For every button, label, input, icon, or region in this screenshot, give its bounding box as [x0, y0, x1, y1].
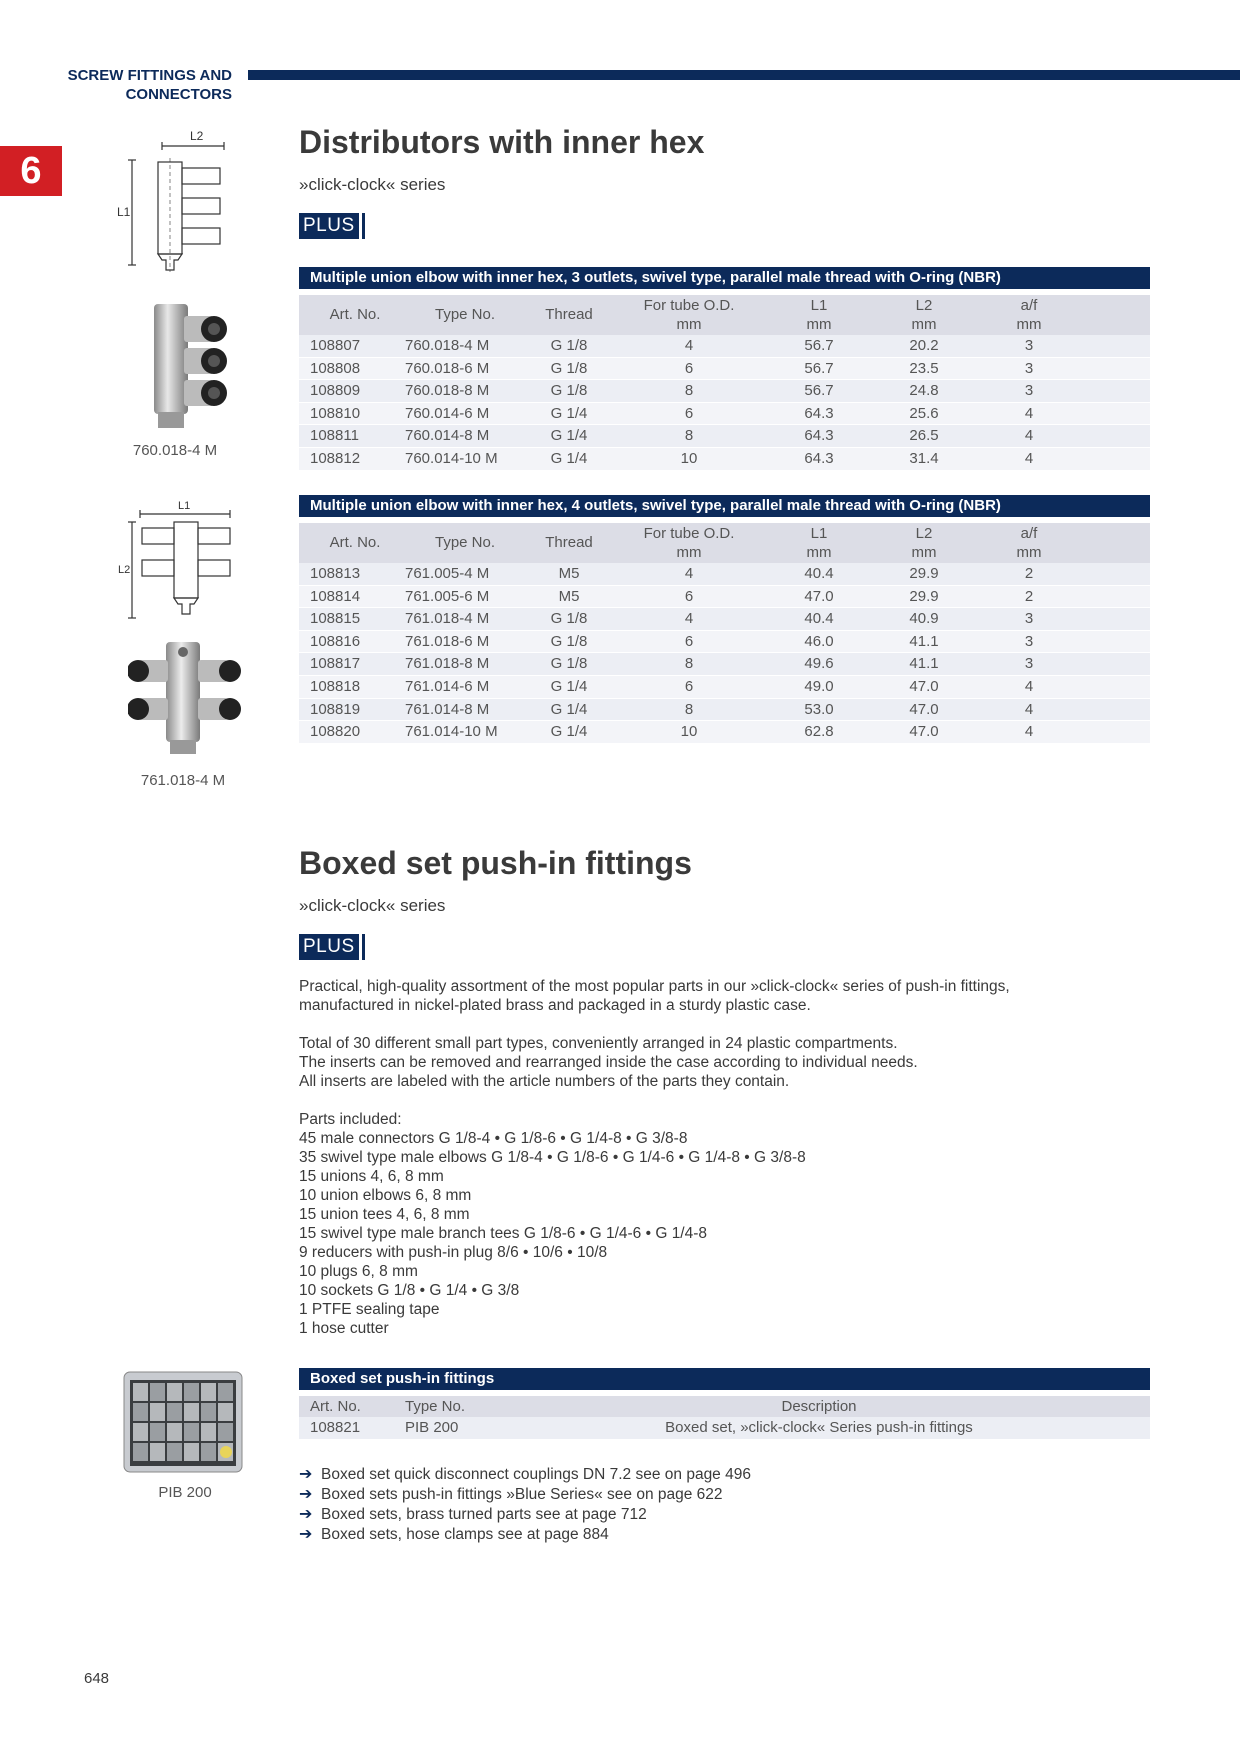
- col-thread: Thread: [545, 306, 593, 323]
- cell-tube-od: 6: [684, 677, 694, 695]
- cell-af: 4: [1024, 677, 1034, 695]
- case-compartment: [167, 1423, 182, 1441]
- cell-l2: 23.5: [909, 359, 939, 377]
- case-compartment: [150, 1423, 165, 1441]
- cell-type-no: 761.005-6 M: [405, 587, 490, 605]
- cell-l2: 26.5: [909, 427, 939, 445]
- description-line: The inserts can be removed and rearranged inside the case according to individual needs.: [299, 1054, 918, 1071]
- table-title: Boxed set push-in fittings: [299, 1368, 1150, 1390]
- section-header-line2: CONNECTORS: [125, 86, 232, 103]
- cell-af: 4: [1024, 427, 1034, 445]
- cell-tube-od: 6: [684, 359, 694, 377]
- case-compartment: [201, 1423, 216, 1441]
- label-l2: L2: [190, 130, 204, 143]
- cell-type-no: 760.014-10 M: [405, 449, 498, 467]
- cell-l1: 56.7: [804, 382, 834, 400]
- case-compartment: [201, 1383, 216, 1401]
- cell-l1: 53.0: [804, 700, 834, 718]
- parts-heading: Parts included:: [299, 1111, 402, 1128]
- cross-reference-links: [299, 1465, 751, 1545]
- table-body: [299, 563, 1150, 744]
- cell-art-no: 108821: [310, 1419, 361, 1436]
- cell-thread: G 1/8: [550, 610, 588, 628]
- cell-thread: G 1/4: [550, 677, 588, 695]
- cell-l1: 62.8: [804, 723, 834, 741]
- section-title-boxed-set: Boxed set push-in fittings: [299, 845, 692, 881]
- cell-type-no: 761.018-4 M: [405, 610, 490, 628]
- label-l1: L1: [178, 500, 191, 512]
- table-row: [299, 699, 1150, 722]
- col-type-no: Type No.: [405, 1398, 466, 1415]
- cell-art-no: 108808: [310, 359, 361, 377]
- table-row: [299, 425, 1150, 448]
- cell-l1: 40.4: [804, 610, 834, 628]
- table-row: [299, 653, 1150, 676]
- table-body: [299, 335, 1150, 471]
- case-compartment: [133, 1403, 148, 1421]
- cell-art-no: 108817: [310, 655, 361, 673]
- cell-thread: G 1/4: [550, 427, 588, 445]
- col-l2: L2: [915, 297, 933, 314]
- parts-list: [299, 1110, 1019, 1338]
- plus-badge-text: PLUS: [299, 213, 359, 239]
- arrow-right-icon: ➔: [299, 1526, 313, 1543]
- cell-thread: M5: [558, 565, 580, 582]
- cell-af: 3: [1024, 655, 1034, 673]
- parts-item: 10 union elbows 6, 8 mm: [299, 1187, 472, 1204]
- case-compartment: [167, 1383, 182, 1401]
- cell-type-no: 761.014-8 M: [405, 700, 490, 718]
- cell-l1: 47.0: [804, 587, 834, 605]
- col-tube-unit: mm: [676, 544, 702, 561]
- dimension-drawing-4-outlet: [118, 500, 238, 620]
- cell-l2: 40.9: [909, 610, 939, 628]
- cell-art-no: 108811: [310, 427, 359, 445]
- page-number: 648: [84, 1670, 110, 1687]
- table-row: [299, 403, 1150, 426]
- table-header: [299, 523, 1150, 563]
- cell-tube-od: 4: [684, 565, 694, 582]
- product-photo-760: [140, 296, 240, 436]
- cell-art-no: 108809: [310, 382, 361, 400]
- link-text: Boxed sets push-in fittings »Blue Series« see on page 622: [321, 1486, 723, 1503]
- cell-thread: G 1/8: [550, 632, 588, 650]
- table-row: [299, 380, 1150, 403]
- case-compartment: [184, 1443, 199, 1461]
- arrow-right-icon: ➔: [299, 1486, 313, 1503]
- series-label: »click-clock« series: [299, 896, 446, 915]
- cell-tube-od: 10: [680, 449, 698, 467]
- col-l1: L1: [810, 525, 828, 542]
- chapter-tab[interactable]: 6: [0, 146, 62, 196]
- header-rule: [248, 70, 1240, 80]
- cell-thread: G 1/8: [550, 655, 588, 673]
- cell-l2: 47.0: [909, 700, 939, 718]
- cell-thread: M5: [558, 587, 580, 605]
- col-tube-unit: mm: [676, 316, 702, 333]
- table-boxed-set: [299, 1368, 1150, 1439]
- cell-tube-od: 8: [684, 427, 694, 445]
- link-text: Boxed set quick disconnect couplings DN 7.2 see on page 496: [321, 1466, 751, 1483]
- cell-tube-od: 8: [684, 655, 694, 673]
- arrow-right-icon: ➔: [299, 1466, 313, 1483]
- col-af: a/f: [1020, 297, 1038, 314]
- cell-tube-od: 8: [684, 382, 694, 400]
- col-l2: L2: [915, 525, 933, 542]
- description-paragraph-2: [299, 1034, 1019, 1091]
- table-row: [299, 335, 1150, 358]
- cell-l2: 41.1: [909, 632, 939, 650]
- case-compartment: [150, 1443, 165, 1461]
- case-compartment: [184, 1403, 199, 1421]
- cross-reference-link[interactable]: [299, 1525, 751, 1545]
- photo-caption-pib200: PIB 200: [158, 1484, 212, 1501]
- cell-tube-od: 4: [684, 610, 694, 628]
- table-title: Multiple union elbow with inner hex, 4 outlets, swivel type, parallel male thread with O-ring (NBR): [299, 495, 1150, 517]
- case-compartment: [133, 1443, 148, 1461]
- col-l1-unit: mm: [806, 316, 832, 333]
- table-row: [299, 608, 1150, 631]
- parts-item: 35 swivel type male elbows G 1/8-4 • G 1/8-6 • G 1/4-6 • G 1/4-8 • G 3/8-8: [299, 1149, 806, 1166]
- product-photo-761: [128, 640, 248, 760]
- cell-af: 4: [1024, 723, 1034, 741]
- cell-art-no: 108813: [310, 565, 361, 582]
- photo-caption-761: 761.018-4 M: [140, 772, 226, 789]
- parts-item: 1 hose cutter: [299, 1320, 389, 1337]
- col-l2-unit: mm: [911, 316, 937, 333]
- col-thread: Thread: [545, 534, 593, 551]
- cell-l2: 25.6: [909, 404, 939, 422]
- description-paragraph-1: Practical, high-quality assortment of the most popular parts in our »click-clock« series of push-in fittings, manufactured in nickel-plated brass and packaged in a sturdy plastic case.: [299, 978, 1010, 1014]
- cell-tube-od: 6: [684, 632, 694, 650]
- cell-type-no: 760.014-8 M: [405, 427, 490, 445]
- parts-item: 10 sockets G 1/8 • G 1/4 • G 3/8: [299, 1282, 520, 1299]
- col-art-no: Art. No.: [310, 1398, 361, 1415]
- description-line: Total of 30 different small part types, conveniently arranged in 24 plastic compartments.: [299, 1035, 898, 1052]
- cell-l1: 40.4: [804, 565, 834, 582]
- cell-l1: 49.6: [804, 655, 834, 673]
- cell-thread: G 1/8: [550, 359, 588, 377]
- arrow-right-icon: ➔: [299, 1506, 313, 1523]
- parts-item: 15 unions 4, 6, 8 mm: [299, 1168, 444, 1185]
- cell-thread: G 1/4: [550, 404, 588, 422]
- description-text: [299, 977, 1019, 1338]
- table-row: [299, 448, 1150, 471]
- cell-art-no: 108816: [310, 632, 361, 650]
- plus-badge: [299, 934, 365, 960]
- table-row: [299, 631, 1150, 654]
- col-art-no: Art. No.: [329, 306, 381, 323]
- cell-art-no: 108820: [310, 723, 361, 741]
- cell-type-no: 761.005-4 M: [405, 565, 490, 582]
- case-compartment: [167, 1403, 182, 1421]
- col-description: Description: [781, 1398, 857, 1415]
- section-title-distributors: Distributors with inner hex: [299, 124, 705, 160]
- cell-thread: G 1/8: [550, 382, 588, 400]
- col-af-unit: mm: [1016, 316, 1042, 333]
- section-header-title: [40, 66, 232, 104]
- cell-l2: 24.8: [909, 382, 939, 400]
- parts-item: 1 PTFE sealing tape: [299, 1301, 440, 1318]
- col-tube: For tube O.D.: [643, 297, 735, 314]
- table-title: Multiple union elbow with inner hex, 3 outlets, swivel type, parallel male thread with O-ring (NBR): [299, 267, 1150, 289]
- cell-tube-od: 4: [684, 337, 694, 354]
- parts-item: 15 union tees 4, 6, 8 mm: [299, 1206, 470, 1223]
- cell-af: 4: [1024, 700, 1034, 718]
- parts-item: 45 male connectors G 1/8-4 • G 1/8-6 • G 1/4-8 • G 3/8-8: [299, 1130, 688, 1147]
- table-row: [299, 1417, 1150, 1439]
- case-compartment: [150, 1383, 165, 1401]
- cell-tube-od: 10: [680, 723, 698, 741]
- table-row: [299, 586, 1150, 609]
- cell-type-no: 760.018-6 M: [405, 359, 490, 377]
- cell-af: 3: [1024, 632, 1034, 650]
- cell-l1: 64.3: [804, 449, 834, 467]
- dimension-drawing-3-outlet: [112, 130, 232, 275]
- col-l1-unit: mm: [806, 544, 832, 561]
- cell-type-no: 760.018-4 M: [405, 337, 490, 354]
- case-compartment: [201, 1403, 216, 1421]
- plus-badge-bar: [362, 213, 365, 239]
- label-l2: L2: [118, 564, 131, 576]
- table-3-outlet: [299, 267, 1150, 471]
- parts-items: [299, 1129, 1019, 1338]
- cell-af: 3: [1024, 382, 1034, 400]
- cell-af: 3: [1024, 359, 1034, 377]
- parts-item: 9 reducers with push-in plug 8/6 • 10/6 • 10/8: [299, 1244, 608, 1261]
- cross-reference-link[interactable]: [299, 1485, 751, 1505]
- cell-type-no: PIB 200: [405, 1419, 459, 1436]
- table-4-outlet: [299, 495, 1150, 744]
- cross-reference-link[interactable]: [299, 1505, 751, 1525]
- col-af-unit: mm: [1016, 544, 1042, 561]
- link-text: Boxed sets, brass turned parts see at page 712: [321, 1506, 647, 1523]
- cell-description: Boxed set, »click-clock« Series push-in fittings: [665, 1419, 973, 1436]
- label-l1: L1: [117, 205, 131, 219]
- cell-l1: 46.0: [804, 632, 834, 650]
- plus-badge-bar: [362, 934, 365, 960]
- cell-l1: 49.0: [804, 677, 834, 695]
- parts-item: 10 plugs 6, 8 mm: [299, 1263, 418, 1280]
- cell-l1: 64.3: [804, 404, 834, 422]
- cell-type-no: 761.018-8 M: [405, 655, 490, 673]
- cell-type-no: 761.014-6 M: [405, 677, 490, 695]
- photo-caption-760: 760.018-4 M: [132, 442, 218, 459]
- cell-l2: 20.2: [909, 337, 939, 354]
- link-text: Boxed sets, hose clamps see at page 884: [321, 1526, 609, 1543]
- cell-af: 3: [1024, 610, 1034, 628]
- table-row: [299, 358, 1150, 381]
- cell-l2: 29.9: [909, 565, 939, 582]
- cell-l1: 56.7: [804, 337, 834, 354]
- cell-art-no: 108815: [310, 610, 361, 628]
- product-photo-pib200: [122, 1370, 244, 1475]
- cell-art-no: 108818: [310, 677, 361, 695]
- cell-af: 2: [1024, 587, 1034, 605]
- table-header: [299, 295, 1150, 335]
- series-label: »click-clock« series: [299, 175, 446, 194]
- cell-af: 2: [1024, 565, 1034, 582]
- case-compartment: [167, 1443, 182, 1461]
- col-l2-unit: mm: [911, 544, 937, 561]
- cell-l1: 64.3: [804, 427, 834, 445]
- cell-thread: G 1/4: [550, 449, 588, 467]
- parts-item: 15 swivel type male branch tees G 1/8-6 • G 1/4-6 • G 1/4-8: [299, 1225, 708, 1242]
- table-row: [299, 563, 1150, 586]
- case-compartment: [201, 1443, 216, 1461]
- case-compartment: [184, 1423, 199, 1441]
- cell-thread: G 1/4: [550, 723, 588, 741]
- cell-type-no: 760.018-8 M: [405, 382, 490, 400]
- col-l1: L1: [810, 297, 828, 314]
- cell-tube-od: 6: [684, 404, 694, 422]
- cell-af: 4: [1024, 404, 1034, 422]
- cell-type-no: 761.014-10 M: [405, 723, 498, 741]
- plus-badge: [299, 213, 365, 239]
- case-compartment: [150, 1403, 165, 1421]
- case-compartment: [218, 1403, 233, 1421]
- col-art-no: Art. No.: [329, 534, 381, 551]
- section-header-line1: SCREW FITTINGS AND: [67, 67, 232, 84]
- cell-type-no: 761.018-6 M: [405, 632, 490, 650]
- case-compartment: [218, 1423, 233, 1441]
- col-tube: For tube O.D.: [643, 525, 735, 542]
- cell-l1: 56.7: [804, 359, 834, 377]
- table-row: [299, 721, 1150, 744]
- cell-l2: 29.9: [909, 587, 939, 605]
- case-compartment: [218, 1383, 233, 1401]
- cell-type-no: 760.014-6 M: [405, 404, 490, 422]
- cell-thread: G 1/8: [550, 337, 588, 354]
- cell-l2: 41.1: [909, 655, 939, 673]
- cell-af: 3: [1024, 337, 1034, 354]
- cell-art-no: 108812: [310, 449, 361, 467]
- cell-tube-od: 6: [684, 587, 694, 605]
- col-af: a/f: [1020, 525, 1038, 542]
- cell-af: 4: [1024, 449, 1034, 467]
- case-compartment: [133, 1423, 148, 1441]
- table-row: [299, 676, 1150, 699]
- cell-art-no: 108819: [310, 700, 361, 718]
- col-type-no: Type No.: [434, 306, 496, 323]
- cell-l2: 47.0: [909, 677, 939, 695]
- cell-tube-od: 8: [684, 700, 694, 718]
- cell-art-no: 108807: [310, 337, 361, 354]
- table-header: [299, 1396, 1150, 1417]
- cell-thread: G 1/4: [550, 700, 588, 718]
- cell-l2: 47.0: [909, 723, 939, 741]
- col-type-no: Type No.: [434, 534, 496, 551]
- cell-art-no: 108814: [310, 587, 361, 605]
- description-line: All inserts are labeled with the article numbers of the parts they contain.: [299, 1073, 790, 1090]
- case-compartment: [133, 1383, 148, 1401]
- cross-reference-link[interactable]: [299, 1465, 751, 1485]
- cell-art-no: 108810: [310, 404, 361, 422]
- case-compartment: [184, 1383, 199, 1401]
- plus-badge-text: PLUS: [299, 934, 359, 960]
- cell-l2: 31.4: [909, 449, 939, 467]
